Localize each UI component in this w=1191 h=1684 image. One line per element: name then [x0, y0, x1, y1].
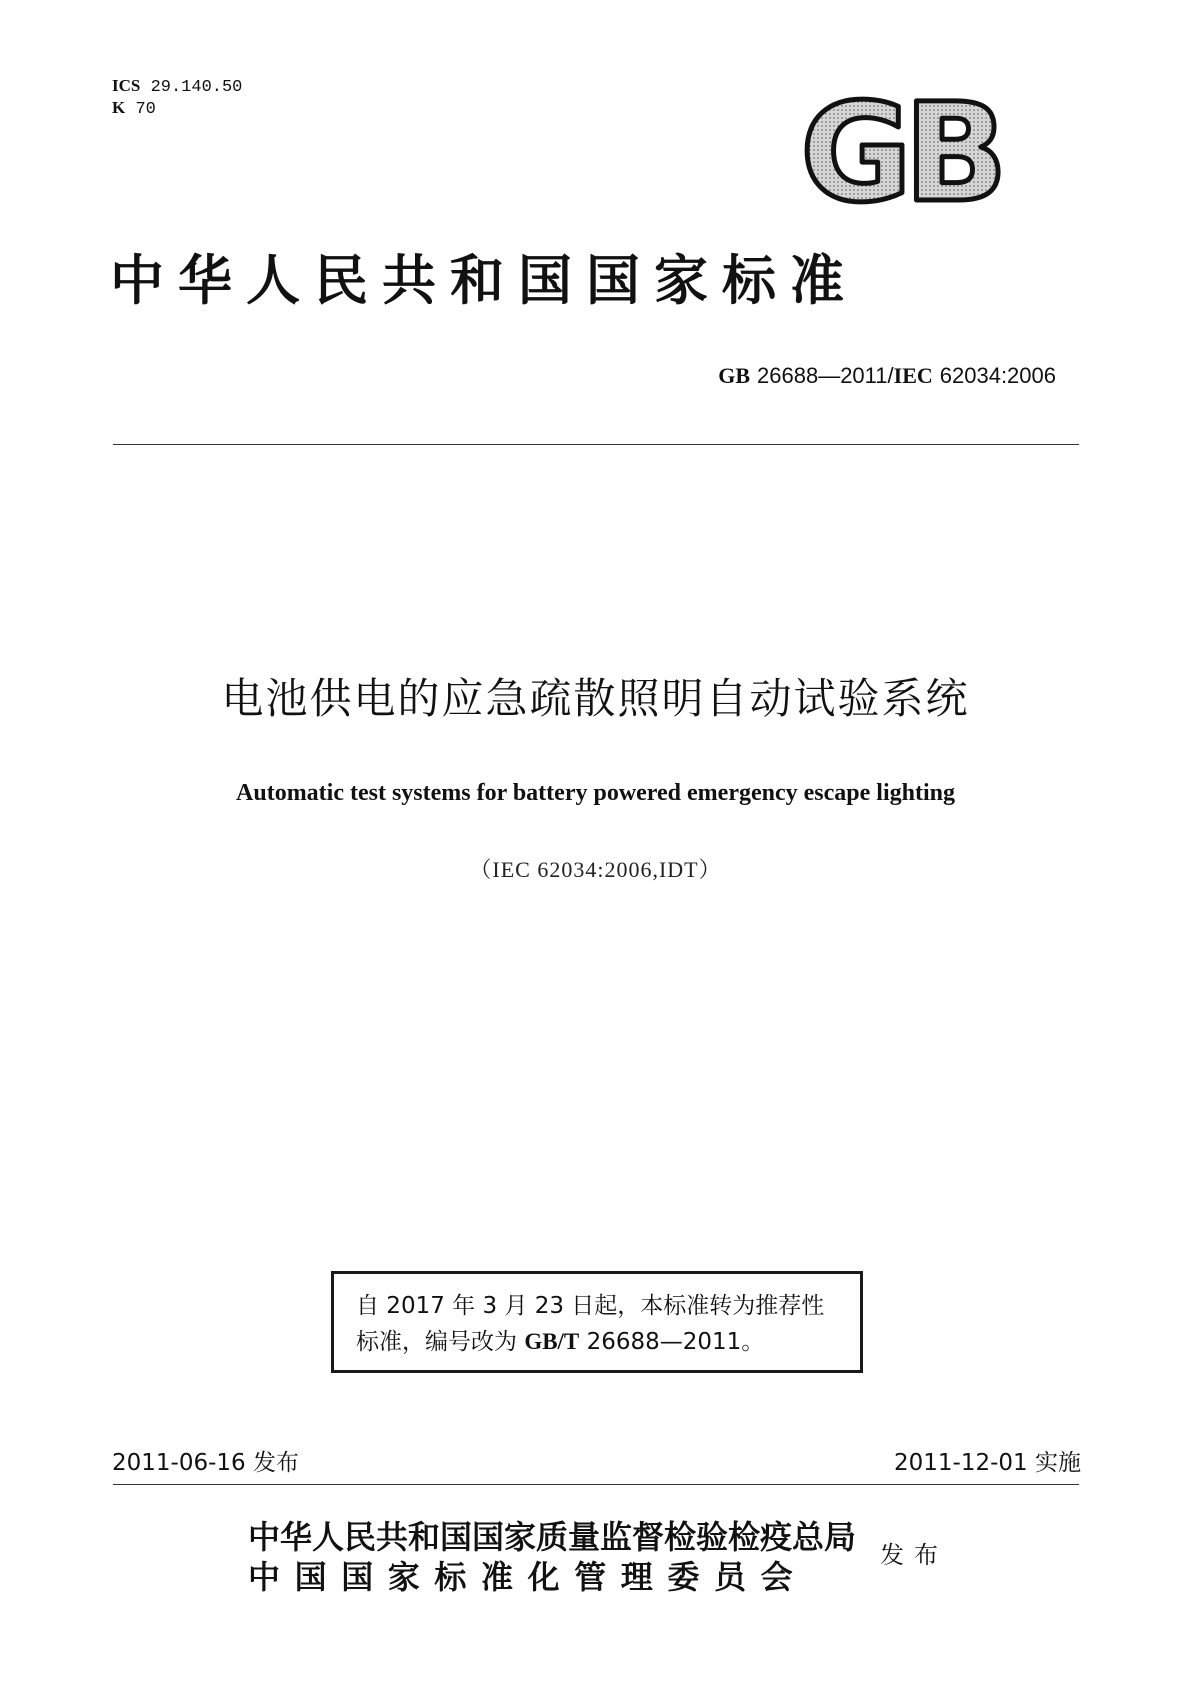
standard-code — [718, 362, 1056, 391]
standard-code-prefix: GB — [718, 363, 751, 388]
ccs-line — [112, 98, 242, 120]
header-divider — [113, 444, 1079, 445]
issuer-aqsiq: 中华人民共和国国家质量监督检验检疫总局 — [248, 1518, 857, 1556]
adoption-note: （IEC 62034:2006,IDT） — [469, 857, 722, 882]
classification-codes — [112, 76, 242, 120]
standard-code-number: 26688—2011 — [757, 363, 888, 388]
national-standard-title: 中华人民共和国国家标准 — [110, 248, 858, 312]
footer-divider — [113, 1484, 1079, 1485]
ccs-code: 70 — [135, 100, 156, 119]
standard-code-intl-number: 62034:2006 — [939, 363, 1056, 388]
notice-line-2-post: 26688—2011。 — [579, 1329, 765, 1355]
issue-date: 2011-06-16 发布 — [112, 1450, 299, 1476]
notice-line-2-pre: 标准，编号改为 — [356, 1329, 525, 1355]
notice-box — [331, 1271, 863, 1373]
issuer-sac: 中国国家标准化管理委员会 — [248, 1558, 808, 1596]
document-title-en: Automatic test systems for battery powered emergency escape lighting — [236, 780, 955, 806]
ics-line — [112, 76, 242, 98]
notice-new-code: GB/T — [524, 1329, 580, 1354]
ics-label: ICS — [112, 76, 141, 95]
implementation-date: 2011-12-01 实施 — [894, 1450, 1081, 1476]
ics-code: 29.140.50 — [150, 78, 243, 97]
notice-line-1: 自 2017 年 3 月 23 日起，本标准转为推荐性 — [356, 1293, 825, 1319]
gb-logo-letters: GB — [800, 92, 1000, 212]
document-title-cn: 电池供电的应急疏散照明自动试验系统 — [221, 674, 970, 723]
notice-line-2 — [356, 1324, 838, 1360]
standard-code-intl-prefix: IEC — [893, 363, 933, 388]
standard-code-separator: / — [887, 363, 894, 388]
ccs-label: K — [112, 98, 126, 117]
gb-logo — [784, 92, 1016, 212]
publish-label: 发布 — [880, 1541, 948, 1569]
